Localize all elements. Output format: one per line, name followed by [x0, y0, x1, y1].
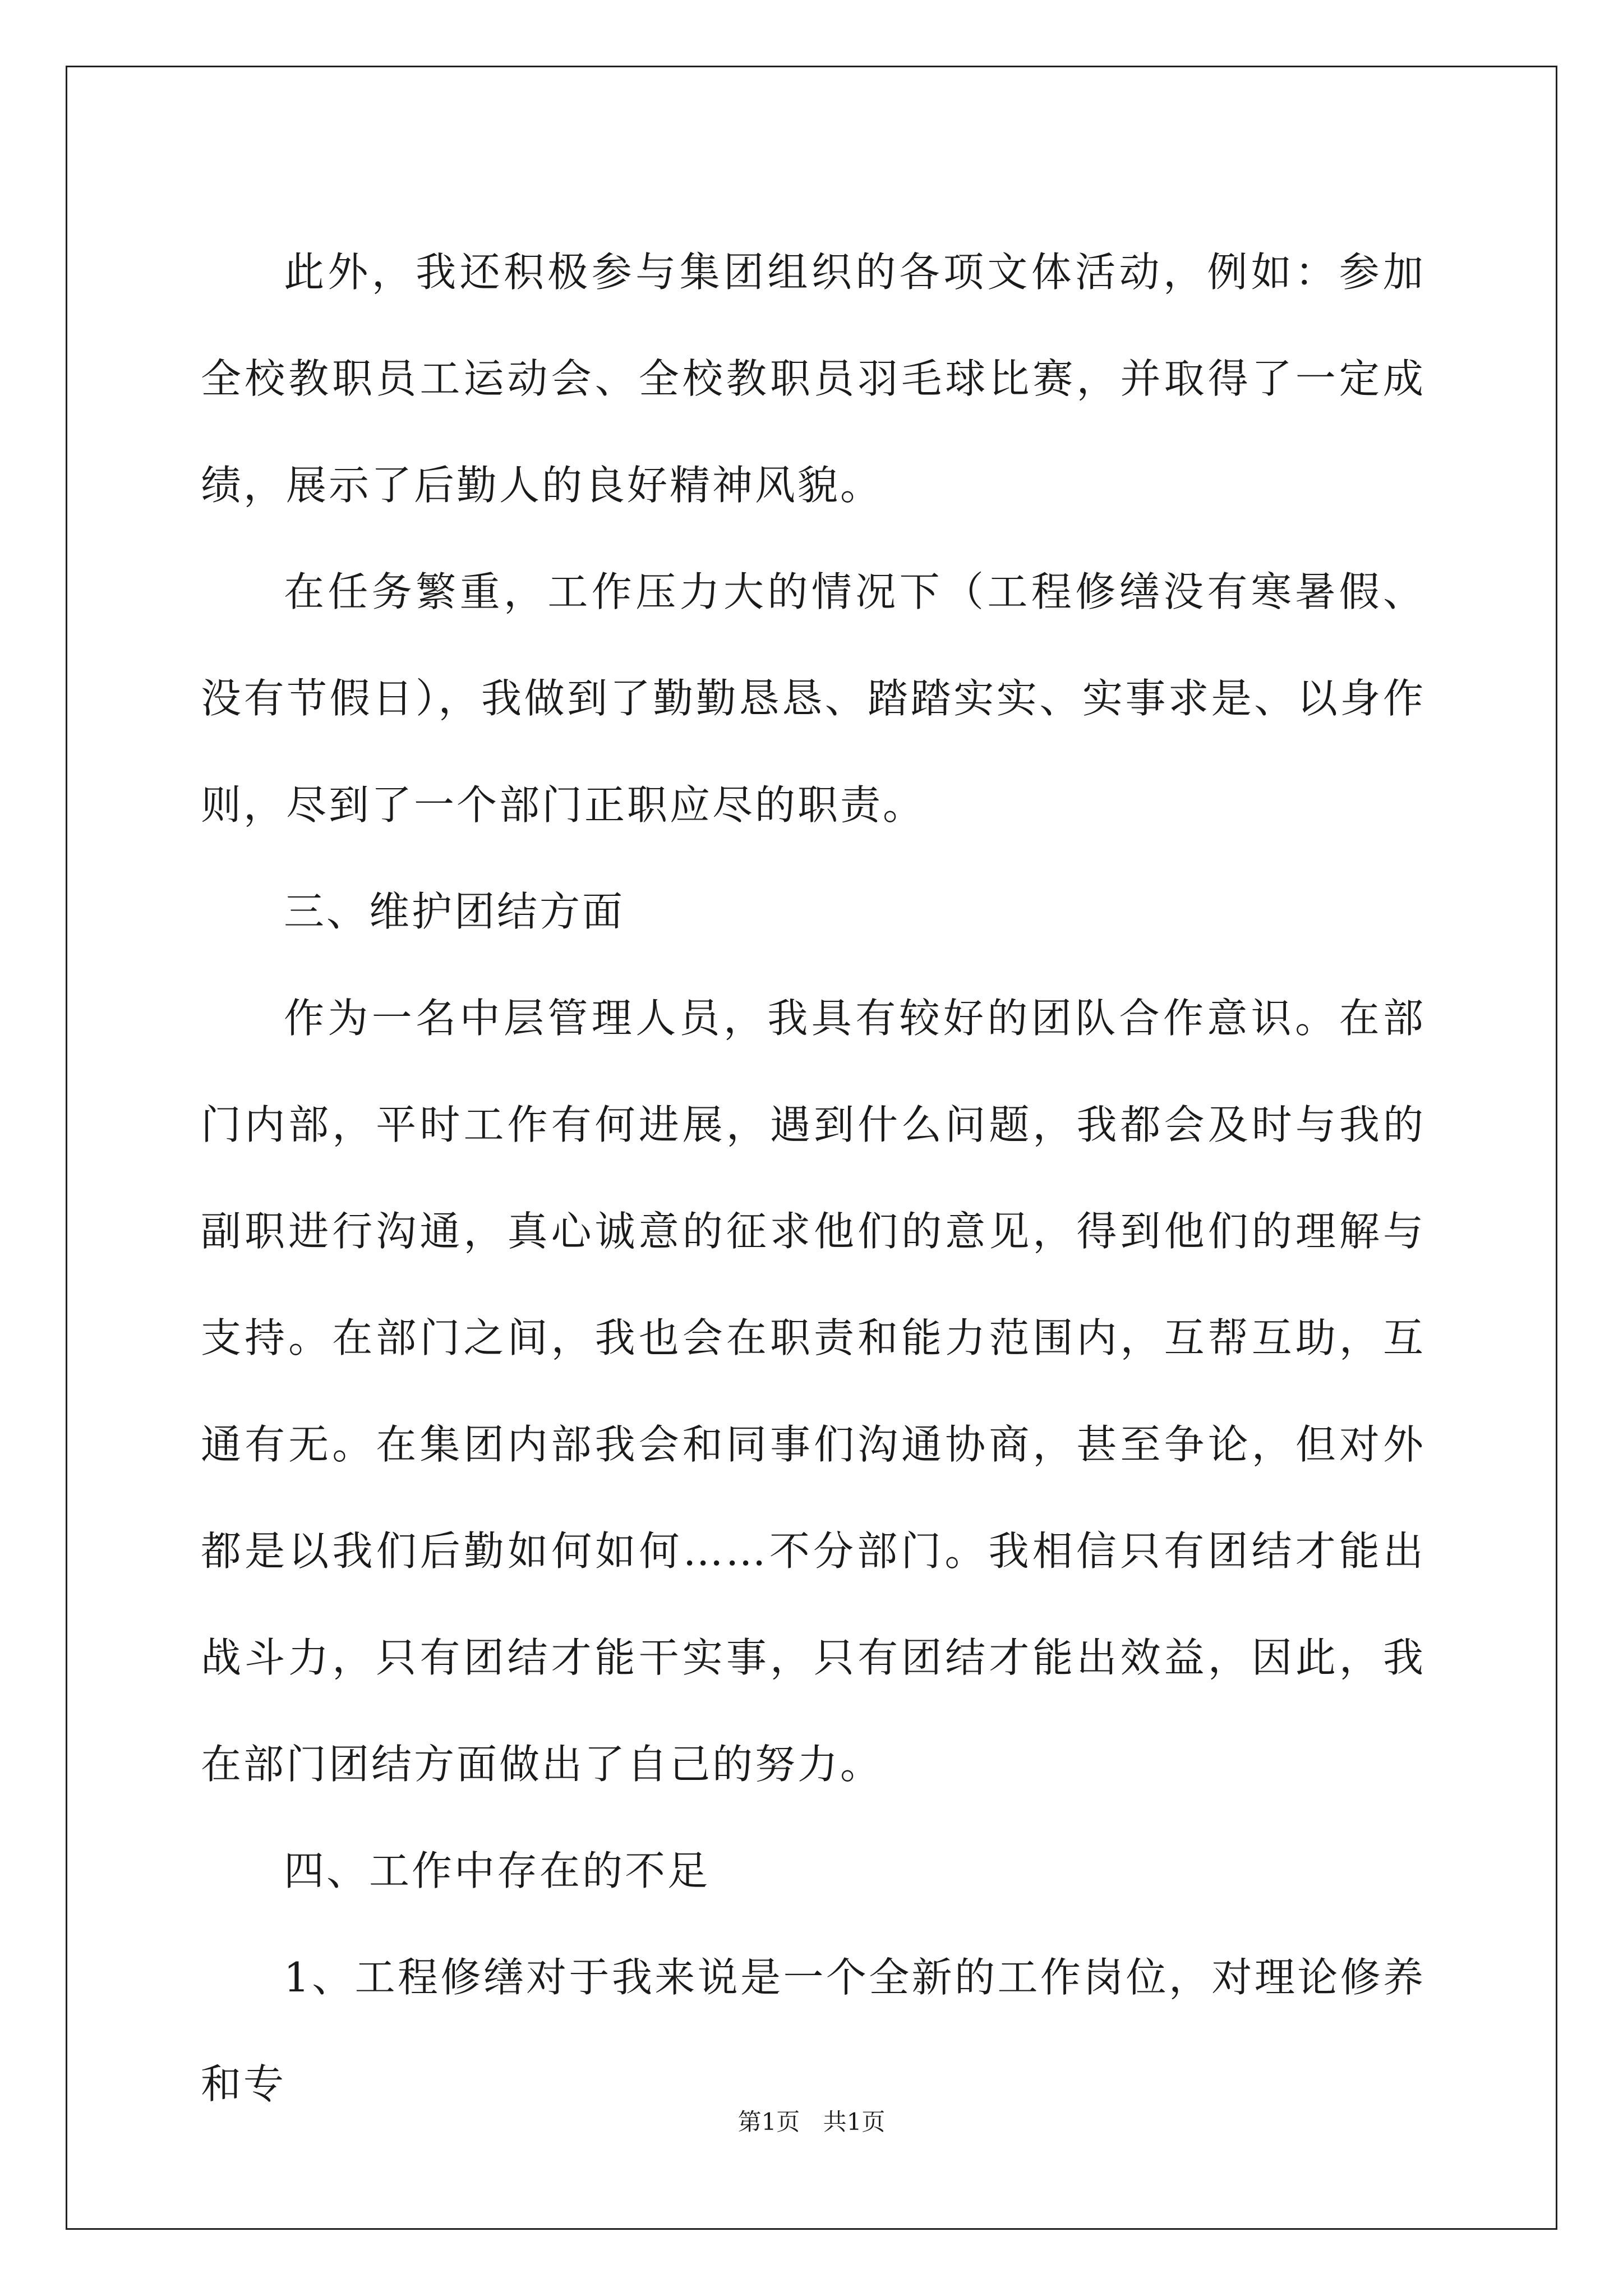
paragraph-workload: 在任务繁重，工作压力大的情况下（工程修缮没有寒暑假、没有节假日），我做到了勤勤恳恳、踏踏实实、实事求是、以身作则，尽到了一个部门正职应尽的职责。: [201, 568, 1426, 829]
section-heading-shortcomings: 四、工作中存在的不足: [284, 1847, 711, 1894]
page-count: 共1页: [823, 2108, 886, 2136]
document-body: [201, 219, 1426, 2137]
page-footer: [0, 2105, 1623, 2139]
page-number: 第1页: [737, 2108, 800, 2136]
section-heading-unity: 三、维护团结方面: [284, 888, 625, 935]
paragraph-activities: 此外，我还积极参与集团组织的各项文体活动，例如：参加全校教职员工运动会、全校教职员羽毛球比赛，并取得了一定成绩，展示了后勤人的良好精神风貌。: [201, 249, 1426, 509]
paragraph-teamwork: 作为一名中层管理人员，我具有较好的团队合作意识。在部门内部，平时工作有何进展，遇到什么问题，我都会及时与我的副职进行沟通，真心诚意的征求他们的意见，得到他们的理解与支持。在部门之间，我也会在职责和能力范围内，互帮互助，互通有无。在集团内部我会和同事们沟通协商，甚至争论，但对外都是以我们后勤如何如何……不分部门。我相信只有团结才能出战斗力，只有团结才能干实事，只有团结才能出效益，因此，我在部门团结方面做出了自己的努力。: [201, 995, 1426, 1788]
paragraph-shortcoming-1: 1、工程修缮对于我来说是一个全新的工作岗位，对理论修养和专: [201, 1954, 1426, 2108]
